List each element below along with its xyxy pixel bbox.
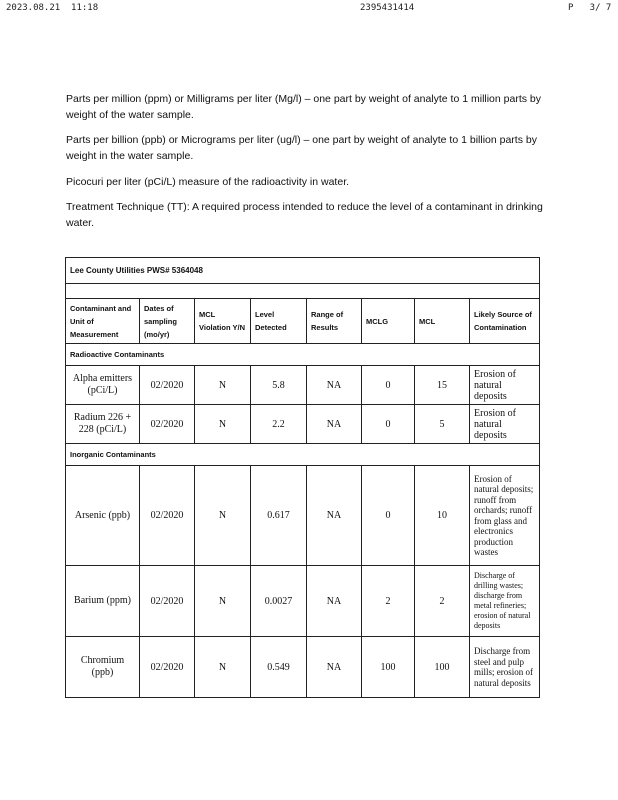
table-header-row (66, 299, 540, 344)
fax-number: 2395431414 (360, 3, 415, 13)
definition-tt: Treatment Technique (TT): A required process intended to reduce the level of a contaminant in drinking water. (66, 200, 543, 229)
cell-contaminant: Arsenic (ppb) (66, 466, 140, 566)
header-contaminant: Contaminant and Unit of Measurement (66, 299, 140, 344)
cell-mclg: 0 (362, 366, 415, 405)
cell-mcl: 100 (415, 637, 470, 698)
table-row (66, 566, 540, 637)
cell-range: NA (307, 637, 362, 698)
cell-level: 0.617 (251, 466, 307, 566)
table-spacer-row (66, 284, 540, 299)
header-source: Likely Source of Contamination (470, 299, 540, 344)
cell-source: Discharge of drilling wastes; discharge from metal refineries; erosion of natural deposits (470, 566, 540, 637)
fax-datetime: 2023.08.21 11:18 (6, 3, 99, 13)
fax-page-number: P 3/ 7 (568, 3, 612, 13)
table-row (66, 466, 540, 566)
cell-level: 2.2 (251, 405, 307, 444)
definition-ppb: Parts per billion (ppb) or Micrograms per liter (ug/l) – one part by weight of analyte to 1 billion parts by weight in the water sample. (66, 133, 537, 162)
cell-level: 0.549 (251, 637, 307, 698)
cell-mclg: 100 (362, 637, 415, 698)
cell-level: 5.8 (251, 366, 307, 405)
cell-source: Erosion of natural deposits (470, 405, 540, 444)
cell-date: 02/2020 (140, 466, 195, 566)
header-mcl: MCL (415, 299, 470, 344)
cell-source: Erosion of natural deposits; runoff from orchards; runoff from glass and electronics production wastes (470, 466, 540, 566)
cell-date: 02/2020 (140, 566, 195, 637)
header-mclg: MCLG (362, 299, 415, 344)
cell-contaminant: Chromium (ppb) (66, 637, 140, 698)
table-row (66, 366, 540, 405)
header-range: Range of Results (307, 299, 362, 344)
section-row-radioactive (66, 344, 540, 366)
table-row (66, 637, 540, 698)
cell-source: Discharge from steel and pulp mills; erosion of natural deposits (470, 637, 540, 698)
definition-pci: Picocuri per liter (pCi/L) measure of the radioactivity in water. (66, 175, 350, 188)
fax-header (0, 3, 618, 17)
cell-mcl: 2 (415, 566, 470, 637)
cell-contaminant: Radium 226 + 228 (pCi/L) (66, 405, 140, 444)
cell-date: 02/2020 (140, 405, 195, 444)
cell-range: NA (307, 405, 362, 444)
cell-violation: N (195, 466, 251, 566)
water-quality-table (65, 257, 539, 715)
section-title: Radioactive Contaminants (66, 344, 540, 366)
cell-mcl: 10 (415, 466, 470, 566)
header-violation: MCL Violation Y/N (195, 299, 251, 344)
table-title: Lee County Utilities PWS# 5364048 (66, 258, 540, 284)
header-dates: Dates of sampling (mo/yr) (140, 299, 195, 344)
definition-ppm: Parts per million (ppm) or Milligrams per liter (Mg/l) – one part by weight of analyte to 1 million parts by weight of the water sample. (66, 92, 542, 121)
table-row (66, 405, 540, 444)
cell-violation: N (195, 566, 251, 637)
cell-violation: N (195, 366, 251, 405)
cell-date: 02/2020 (140, 366, 195, 405)
cell-range: NA (307, 466, 362, 566)
header-level: Level Detected (251, 299, 307, 344)
cell-violation: N (195, 637, 251, 698)
cell-mcl: 5 (415, 405, 470, 444)
cell-date: 02/2020 (140, 637, 195, 698)
cell-contaminant: Alpha emitters (pCi/L) (66, 366, 140, 405)
cell-range: NA (307, 566, 362, 637)
cell-mclg: 2 (362, 566, 415, 637)
section-row-inorganic (66, 444, 540, 466)
section-title: Inorganic Contaminants (66, 444, 540, 466)
cell-level: 0.0027 (251, 566, 307, 637)
table-title-row (66, 258, 540, 284)
cell-contaminant: Barium (ppm) (66, 566, 140, 637)
cell-mclg: 0 (362, 466, 415, 566)
cell-violation: N (195, 405, 251, 444)
cell-source: Erosion of natural deposits (470, 366, 540, 405)
cell-mclg: 0 (362, 405, 415, 444)
cell-range: NA (307, 366, 362, 405)
cell-mcl: 15 (415, 366, 470, 405)
